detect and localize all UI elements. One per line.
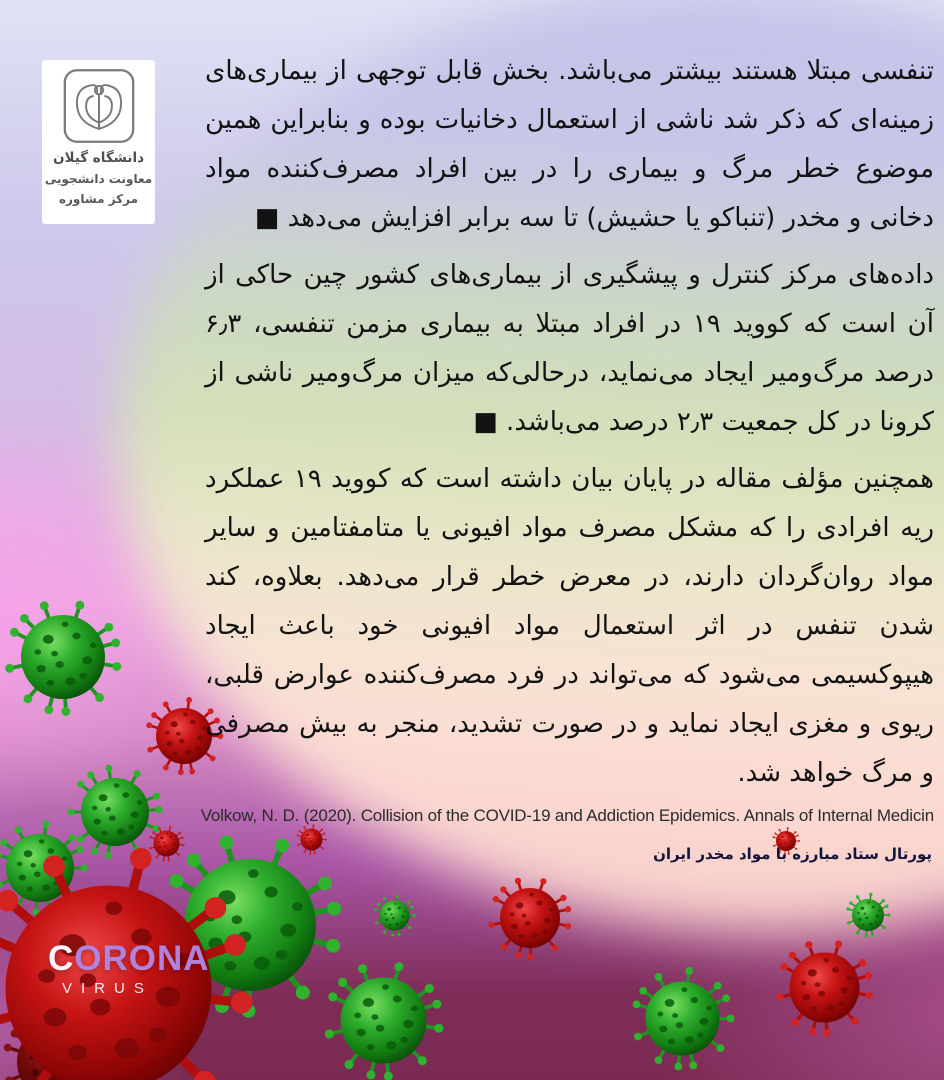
virus-icon-green [627, 963, 738, 1074]
paragraph-smoking-risk: تنفسی مبتلا هستند بیشتر می‌باشد. بخش قابل توجهی از بیماری‌های زمینه‌ای که ذکر شد ناشی از استعمال دخانیات بوده و بنابراین همین موضوع خطر مرگ و بیماری را در بین افراد مصرف‌کننده مواد دخانی و مخدر (تنباکو یا حشیش) تا سه برابر افزایش می‌دهد ■ [205, 56, 934, 233]
citation-english: Volkow, N. D. (2020). Collision of the COVID-19 and Addiction Epidemics. Annals of Internal Medicin [200, 806, 934, 825]
logo-center: مرکز مشاوره [58, 192, 139, 206]
virus-icon-red [772, 935, 877, 1040]
virus-icon-green [0, 594, 126, 720]
logo-university-name: دانشگاه گیلان [52, 150, 145, 166]
virus-word: VIRUS [62, 980, 153, 997]
paragraph-opioid-hypoxemia: همچنین مؤلف مقاله در پایان بیان داشته است که کووید ۱۹ عملکرد ریه افرادی را که مشکل مصرف مواد افیونی یا متامفتامین و سایر مواد روان‌گردان دارند، در معرض خطر قرار می‌دهد. بعلاوه، کند شدن تنفس در اثر استعمال مواد افیونی خود باعث ایجاد هیپوکسیمی می‌شود که می‌تواند در فرد مصرف‌کننده عوارض قلبی، ریوی و مغزی ایجاد نماید و در صورت تشدید، منجر به بیش مصرفی و مرگ خواهد شد. [205, 464, 934, 788]
paragraph-china-cdc-data: داده‌های مرکز کنترل و پیشگیری از بیماری‌های کشور چین حاکی از آن است که کووید ۱۹ در افراد مبتلا به بیماری مزمن تنفسی، ۶٫۳ درصد مرگ‌ومیر ایجاد می‌نماید، درحالی‌که میزان مرگ‌ومیر ناشی از کرونا در کل جمعیت ۲٫۳ درصد می‌باشد. ■ [205, 260, 934, 437]
virus-icon-green [372, 893, 417, 938]
virus-icon-green [319, 956, 448, 1080]
logo-department: معاونت دانشجویی [44, 172, 153, 186]
corona-first-letter: C [48, 939, 75, 978]
body-text-block [205, 47, 934, 806]
university-logo-box [42, 60, 155, 224]
university-of-guilan-emblem-icon [61, 66, 137, 146]
corona-rest-letters: ORONA [74, 939, 210, 978]
corona-virus-label [48, 939, 210, 997]
virus-icon-green [844, 891, 892, 939]
corona-word [48, 939, 210, 978]
virus-icon-red [485, 873, 575, 963]
citation-persian-portal: پورتال ستاد مبارزه با مواد مخدر ایران [653, 845, 932, 863]
